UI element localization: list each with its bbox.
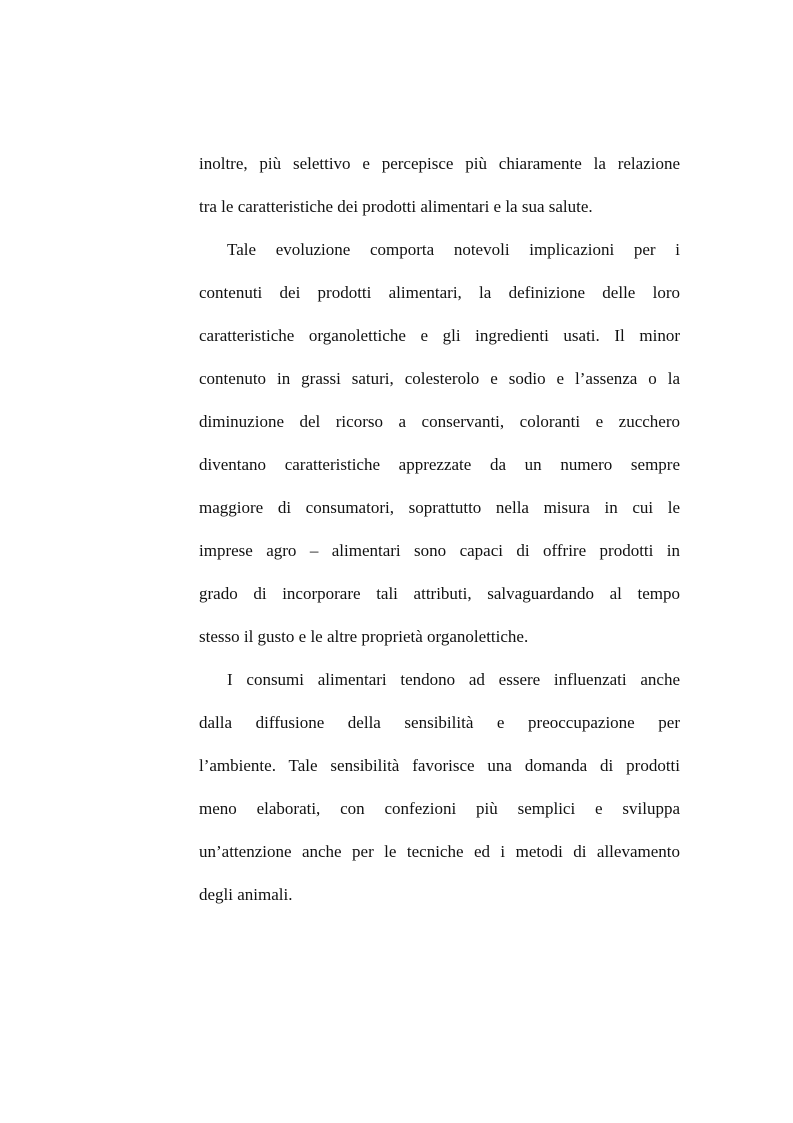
text-line: diminuzione del ricorso a conservanti, coloranti e zucchero (199, 412, 680, 431)
text-line: stesso il gusto e le altre proprietà organolettiche. (199, 627, 529, 646)
body-text (199, 142, 680, 916)
text-line: imprese agro – alimentari sono capaci di offrire prodotti in (199, 541, 680, 560)
text-line: inoltre, più selettivo e percepisce più chiaramente la relazione (199, 154, 680, 173)
text-line: caratteristiche organolettiche e gli ingredienti usati. Il minor (199, 326, 680, 345)
text-line: maggiore di consumatori, soprattutto nella misura in cui le (199, 498, 680, 517)
text-line: Tale evoluzione comporta notevoli implicazioni per i (227, 240, 680, 259)
text-line: I consumi alimentari tendono ad essere influenzati anche (227, 670, 680, 689)
text-line: grado di incorporare tali attributi, salvaguardando al tempo (199, 584, 680, 603)
text-line: degli animali. (199, 885, 293, 904)
text-line: contenuto in grassi saturi, colesterolo e sodio e l’assenza o la (199, 369, 680, 388)
paragraph-2 (199, 228, 680, 658)
text-line: diventano caratteristiche apprezzate da un numero sempre (199, 455, 680, 474)
text-line: contenuti dei prodotti alimentari, la definizione delle loro (199, 283, 680, 302)
text-line: l’ambiente. Tale sensibilità favorisce una domanda di prodotti (199, 756, 680, 775)
text-line: tra le caratteristiche dei prodotti alimentari e la sua salute. (199, 197, 593, 216)
text-line: un’attenzione anche per le tecniche ed i metodi di allevamento (199, 842, 680, 861)
text-line: meno elaborati, con confezioni più semplici e sviluppa (199, 799, 680, 818)
paragraph-3 (199, 658, 680, 916)
paragraph-1 (199, 142, 680, 228)
text-line: dalla diffusione della sensibilità e preoccupazione per (199, 713, 680, 732)
